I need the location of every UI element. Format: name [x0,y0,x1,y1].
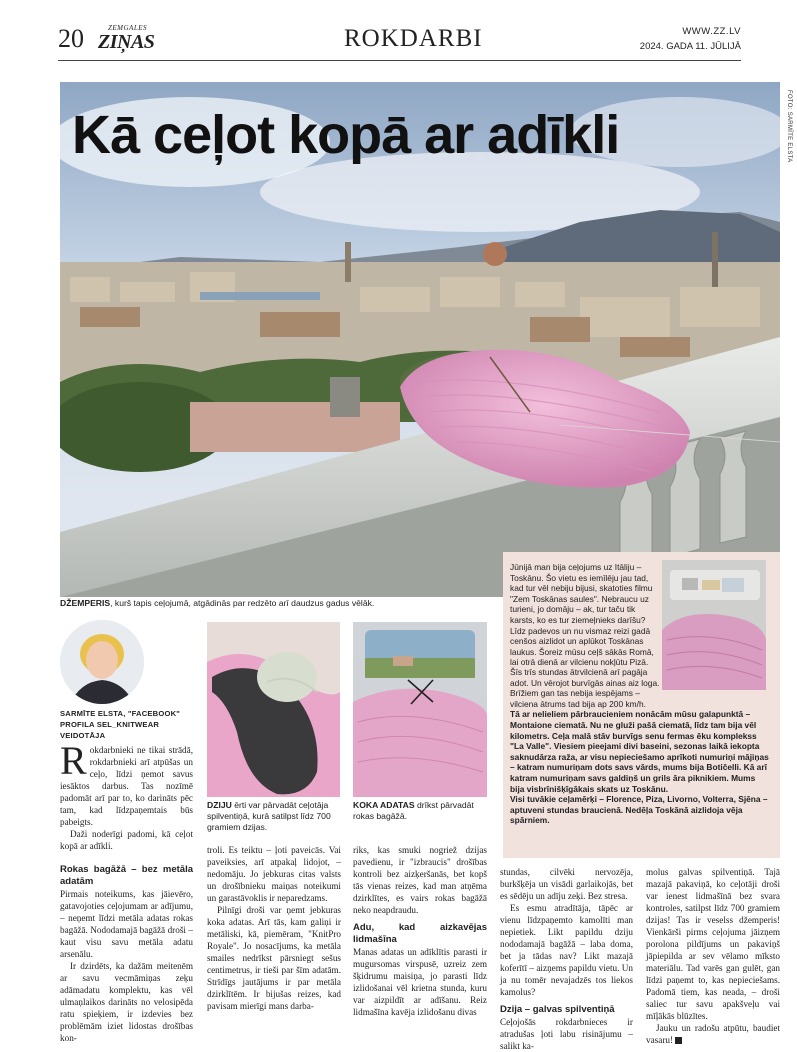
headline: Kā ceļot kopā ar adīkli [72,105,620,165]
col3-paragraph-2: Manas adatas un adīklītis parasti ir mugursomas virspusē, uzreiz zem šķidrumu maisiņa, jo parasti līdz izlidošanai vēl krietna stunda, kuru var aizpildīt ar adīšanu. Reiz lidmašīna kavēja izlidošanu divas [353,947,487,1017]
logo-top: ZEMGALES [108,24,147,32]
subheading-pillow: Dzija – galvas spilventiņā [500,1004,615,1015]
intro-text: okdarbnieki ne tikai strādā, rokdarbnieki arī atpūšas un ceļo, līdzi ņemot savus iesāktos darbus. Tas nozīmē padomāt arī par to, ko darināts pēc tam, kad līdzpaņemtais būs pabeigts. [60,745,193,827]
issue-date: 2024. GADA 11. JŪLIJĀ [639,41,741,52]
avatar [60,620,144,704]
section-title: ROKDARBI [344,25,483,52]
col1-paragraph-1: Pirmais noteikums, kas jāievēro, gatavojoties ceļojumam ar adījumu, – neņemt līdzi metāla adatas rokas bagāžā. Nododamajā bagāžā droši – kaut visu savu metāla adatu arsenālu. [60,889,193,959]
website-url[interactable]: WWW.ZZ.LV [682,26,741,37]
needles-caption-bold: KOKA ADATAS [353,800,415,810]
newspaper-logo [98,25,160,55]
col4-paragraph-1: stundas, cilvēki nervozēja, burkšķēja un visādi garlaikojās, bet es sēdēju un adīju zeķi. Bez stresa. [500,867,633,901]
yarn-photo [207,622,340,797]
col5-paragraph-1: molus galvas spilventiņā. Tajā mazajā pakaviņā, ko ceļotāji droši var ienest lidmašīnā bez svara kontroles, satilpst līdz 700 gramiem dzijas! Tas ir veselss džemperis! Vienkārši pirms ceļojuma jāizņem porolona pildījums un pakaviņš jāpiepilda ar sev vēlamo mīksto materiālu. Tad varēs gan gulēt, gan līdzi paņemt to, kas nepieciešams. Padomā tiem, kas neada, – droši saliec tur savu apakšveļu vai mīļākās blūzītes. [646,867,780,1021]
sidebar-p3: Tā ar nelieliem pārbraucieniem nonācām mūsu galapunktā – Montaione ciematā. Nu ne gluži pašā ciematā, līdz tam bija vēl kilometrs. Ceļa malā stāv burvīgs senu fermas ēku komplekss "La Valle". Viesiem pieejami divi baseini, sezonas laikā iekopta saknudārza raža, ar visu nepieciešamo aprīkoti numuriņi mājiņas – katram numuriņam dots savs vārds, mums bija Botičelli. Kā arī katram numuriņam savs galdiņš un grils āra piknikiem. Mums bija visbrīnišķīgākais skats uz Toskānu. [510,709,769,794]
logo-main: ZIŅAS [98,31,155,53]
col2-paragraph-2: Pilnīgi droši var ņemt jebkuras koka adatas. Arī tās, kam galiņi ir metāliski, kā, piemēram, "KnitPro Royale". Jo nosacījums, ka metāla smailes nedrīkst pārsniegt sešus centimetrus, ir tieši par šīm adatām. Strīdīgs jautājums ir par metāla dzirklītēm. Ir bijušas reizes, kad pavisam mierīgi mans darba- [207,905,341,1011]
subheading-delayed-plane: Adu, kad aizkavējas lidmašīna [353,922,487,945]
main-caption-bold: DŽEMPERIS [60,598,111,608]
sidebar-p2: Šīs trīs stundas ātrvilcienā arī pagāja adot. Un vērojot burvīgās ainas aiz loga. Brīžiem gan tas nebija iespējams – vilciena ātrums tad bija ap 200 km/h. [510,667,660,709]
article-column-3 [353,844,487,1018]
col1-paragraph-2: Ir dzirdēts, ka dažām meitenēm ar savu vecmāmiņas zeķu adāmadatu komplektu, kas vēl ulmaņlaikos darināts no velosipēda ratu spieķiem, ir izdevies bez problēmām iziet lidostas drošības kon- [60,961,193,1043]
yarn-caption-text: ērti var pārvadāt ceļotāja spilventiņā, kurā satilpst līdz 700 gramiem dzijas. [207,800,331,832]
article-column-4 [500,866,633,1052]
intro-paragraph-2: Daži noderīgi padomi, kā ceļot kopā ar adīkli. [60,829,193,851]
end-mark-icon [675,1037,682,1044]
yarn-caption [207,800,341,833]
article-column-5 [646,866,780,1046]
photo-credit: FOTO: SARMĪTE ELSTA [786,90,792,163]
article-column-2 [207,844,341,1012]
needles-photo [353,622,487,797]
needles-caption [353,800,487,822]
closing-text: Jauku un radošu atpūtu, baudiet vasaru! [646,1023,780,1045]
sidebar-p1: Jūnijā man bija ceļojums uz Itāliju – Toskānu. Šo vietu es iemīlēju jau tad, kad tur vēl nebiju bijusi, skatoties filmu "Zem Toskānas saules". Nebraucu uz turieni, jo domāju – ak, tur taču tik karsts, ko es tur ziemeļnieks darīšu? Līdz padevos un nu vismaz reizi gadā cenšos aizlidot un aplūkot Toskānas laukus. Šoreiz mūsu ceļš sākās Romā, lai otrā dienā ar vilcienu nokļūtu Pizā. [510,562,654,668]
needles-caption-text: drīkst pārvadāt rokas bagāžā. [353,800,474,821]
main-caption-text: , kurš tapis ceļojumā, atgādinās par redzēto arī daudzus gadus vēlāk. [110,598,375,608]
col4-paragraph-3: Ceļojošās rokdarbnieces ir atradušas ļoti labu risinājumu – salikt ka- [500,1017,633,1051]
article-column-1 [60,738,193,1044]
author-byline: SARMĪTE ELSTA, "FACEBOOK" PROFILA SEL_KNITWEAR VEIDOTĀJA [60,709,181,740]
drop-cap: R [60,738,87,783]
sidebar-text-wide [510,667,772,826]
main-caption [60,598,500,609]
page-number: 20 [58,24,84,53]
subheading-hand-luggage: Rokas bagāžā – bez metāla adatām [60,864,193,887]
header-rule [58,60,741,61]
col5-paragraph-2 [646,1022,780,1046]
yarn-caption-bold: DZIJU [207,800,232,810]
col4-paragraph-2: Es esmu atradītāja, tāpēc ar vienu līdzpaņemto kamolīti man nepietiek. Likt papildu dziju nododamajā bagāžā – laba doma, bet ja tādas nav? Likt mazajā koferītī – aizņems papildu vietu. Un ja nu tomēr nevajadzēs tos liekos kamolus? [500,903,633,997]
intro-paragraph [60,738,193,828]
sidebar-text [510,562,660,668]
col2-paragraph-1: troli. Es teiktu – ļoti paveicās. Vai paveiksies, arī atpakaļ lidojot, – nedomāju. Jo jebkuras citas valsts un drošībnieku maiņas noteikumi un garastāvoklis ir neparedzams. [207,845,341,903]
sidebar-p4: Visi tuvākie ceļamērķi – Florence, Piza, Livorno, Volterra, Sjēna – aptuveni stundas braucienā. Nedēļa Toskānā aizlidoja vēja spārniem. [510,794,768,826]
col3-paragraph-1: riks, kas smuki nogriež dzijas pavedienu, ir "izbraucis" drošības kontroli bez aizķeršanās, bet kopš tās vienas reizes, kad man atņēma dzirklītes, es vairs rokas bagāžā neko neapdraudu. [353,845,487,915]
